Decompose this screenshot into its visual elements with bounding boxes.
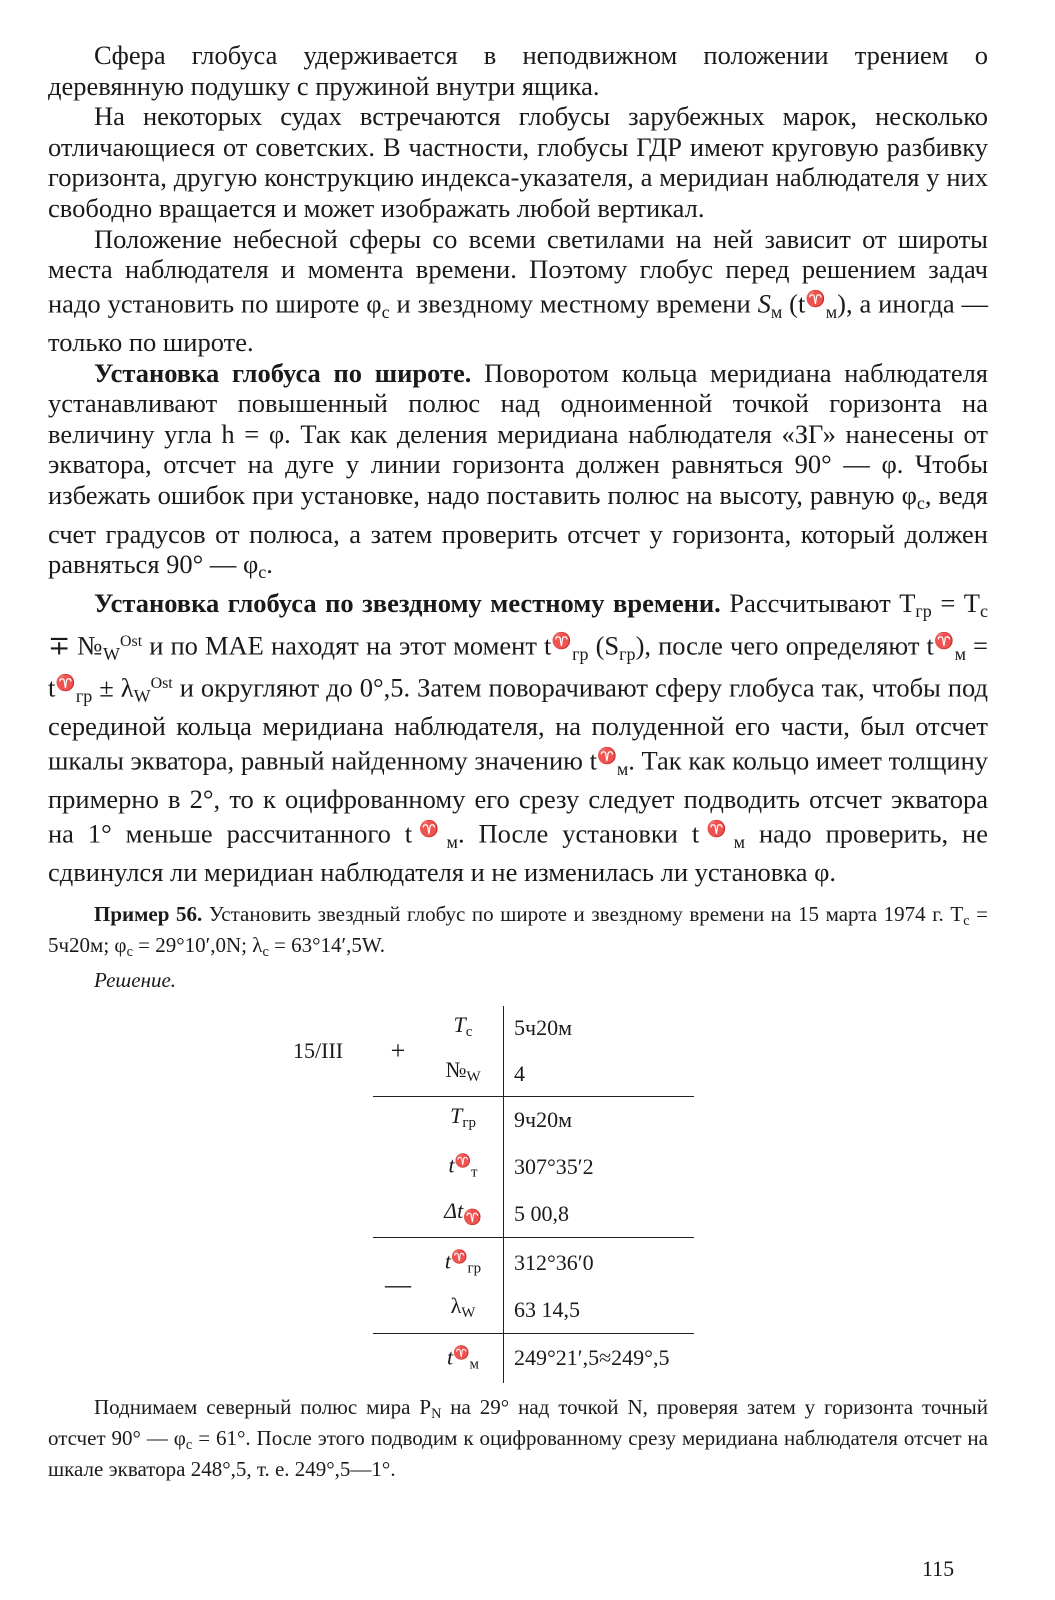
plus-sign: +: [390, 1035, 406, 1065]
calc-value: 5 00,8: [514, 1201, 569, 1227]
minus-sign: —: [373, 1237, 423, 1333]
calc-row: [283, 1142, 694, 1191]
paragraph-4: Установка глобуса по широте. Поворотом кольца меридиана наблюдателя устанавливают повышенный полюс над одноименной точкой горизонта на величину угла h = φ. Так как деления меридиана наблюдателя «ЗГ» нанесены от экватора, отсчет на дуге у линии горизонта должен равняться 90° — φ. Чтобы избежать ошибок при установке, надо поставить полюс на высоту, равную $\varphi_c$, ведя счет градусов от полюса, а затем проверить отсчет у горизонта, который должен равняться 90° — $\varphi_c$.: [48, 357, 988, 583]
solution-label: Решение.: [94, 967, 177, 992]
calc-date: 15/III: [293, 1038, 344, 1064]
calc-value: 249°21′,5≈249°,5: [504, 1333, 695, 1383]
calculation-table: [283, 1006, 694, 1383]
calc-symbol: $\Delta t_♈$: [423, 1192, 504, 1238]
paragraph-1: Сфера глобуса удерживается в неподвижном положении трением о деревянную подушку с пружиной внутри ящика.: [48, 40, 988, 101]
calc-value: 312°36′0: [504, 1237, 695, 1287]
calc-row: [283, 1097, 694, 1143]
conclusion-block: [48, 1395, 988, 1481]
calc-symbol: $t^♈_м$: [423, 1333, 504, 1383]
page-number: 115: [922, 1556, 955, 1581]
section-heading-latitude: Установка глобуса по широте.: [94, 357, 472, 388]
calc-symbol: $t^♈_{гр}$: [423, 1237, 504, 1287]
paragraph-5: Установка глобуса по звездному местному времени. Рассчитывают $T_{гр} = T_c$ ∓ $№_W^{Ost}$ и по МАЕ находят на этот момент $t^♈_{гр}$ $(S_{гр})$, после чего определяют $t^♈_м = t^♈_{гр} \pm \lambda_W^{Ost}$ и округляют до 0°,5. Затем поворачивают сферу глобуса так, чтобы под серединой кольца меридиана наблюдателя, на полуденной его части, был отсчет шкалы экватора, равный найденному значению $t^♈_м$. Так как кольцо имеет толщину примерно в 2°, то к оцифрованному его срезу следует подводить отсчет экватора на 1° меньше рассчитанного $t^♈_м$. После установки $t^♈_м$ надо проверить, не сдвинулся ли меридиан наблюдателя и не изменилась ли установка φ.: [48, 587, 988, 888]
section-heading-time: Установка глобуса по звездному местному времени.: [94, 587, 721, 618]
calc-row: [283, 1237, 694, 1287]
body-text: [48, 40, 988, 888]
calc-value: 5ч20м: [514, 1015, 572, 1041]
conclusion-text: Поднимаем северный полюс мира $P_N$ на 29° над точкой N, проверяя затем у горизонта точный отсчет 90° — $\varphi_c = 61^\circ$. После этого подводим к оцифрованному срезу меридиана наблюдателя отсчет на шкале экватора 248°,5, т. е. 249°,5—1°.: [48, 1394, 989, 1481]
example-block: [48, 902, 988, 992]
example-statement: Пример 56. Установить звездный глобус по широте и звездному времени на 15 марта 1974 г. $T_c = 5ч20м$; $\varphi_c = 29^\circ 10',0N$; $\lambda_c = 63^\circ 14',5W$.: [48, 901, 989, 960]
calc-value: 63 14,5: [514, 1296, 580, 1322]
calc-row: [283, 1333, 694, 1383]
example-label: Пример 56.: [94, 901, 203, 926]
page: [48, 40, 988, 1481]
calc-symbol: $T_{гр}$: [423, 1097, 504, 1143]
calc-symbol: $\lambda_W$: [423, 1287, 504, 1333]
calc-row: [283, 1006, 694, 1051]
calc-symbol: $№_W$: [423, 1051, 504, 1097]
calc-symbol: $T_c$: [423, 1006, 504, 1051]
paragraph-2: На некоторых судах встречаются глобусы зарубежных марок, несколько отличающиеся от советских. В частности, глобусы ГДР имеют круговую разбивку горизонта, другую конструкцию индекса-указателя, а меридиан наблюдателя у них свободно вращается и может изображать любой вертикал.: [48, 101, 988, 223]
paragraph-3: Положение небесной сферы со всеми светилами на ней зависит от широты места наблюдателя и момента времени. Поэтому глобус перед решением задач надо установить по широте $\varphi_c$ и звездному местному времени $S_м$ $(t^♈_м)$, а иногда — только по широте.: [48, 223, 989, 358]
calc-value: 307°35′2: [514, 1154, 594, 1180]
calc-symbol: $t^♈_т$: [423, 1142, 504, 1191]
calc-value: 9ч20м: [504, 1097, 695, 1143]
calc-row: [283, 1192, 694, 1238]
calc-value: 4: [514, 1060, 525, 1086]
